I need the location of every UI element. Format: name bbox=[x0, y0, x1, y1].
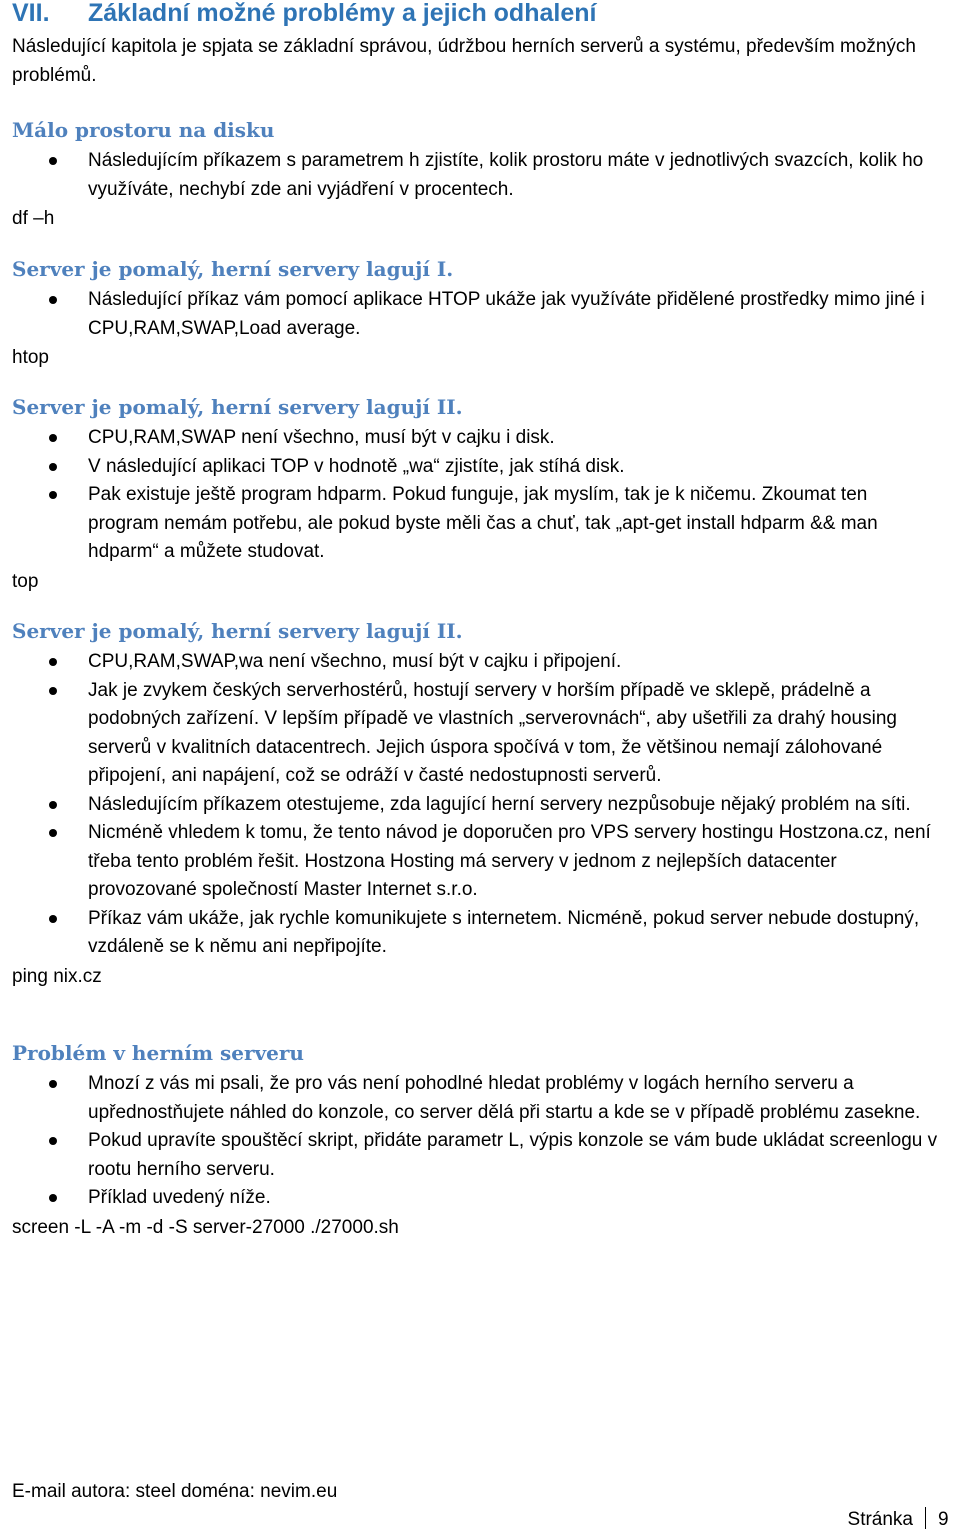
chapter-intro: Následující kapitola je spjata se základní správou, údržbou herních serverů a systému, především možných problémů. bbox=[12, 36, 917, 86]
bullet-icon bbox=[49, 687, 57, 695]
list-item: V následující aplikaci TOP v hodnotě „wa“ zjistíte, jak stíhá disk. bbox=[0, 453, 960, 482]
list-item: Mnozí z vás mi psali, že pro vás není pohodlné hledat problémy v logách herního serveru a upřednostňujete náhled do konzole, co server dělá při startu a kde se v případě problému zasekne. bbox=[0, 1070, 960, 1127]
list-item: CPU,RAM,SWAP není všechno, musí být v cajku i disk. bbox=[0, 424, 960, 453]
bullet-list bbox=[0, 424, 960, 567]
page-separator bbox=[925, 1507, 926, 1529]
section-slow-server-2-network bbox=[0, 618, 960, 991]
bullet-icon bbox=[49, 658, 57, 666]
chapter-title-text: Základní možné problémy a jejich odhalení bbox=[88, 0, 597, 27]
bullet-icon bbox=[49, 801, 57, 809]
list-item: Následujícím příkazem s parametrem h zjistíte, kolik prostoru máte v jednotlivých svazcích, kolik ho využíváte, nechybí zde ani vyjádření v procentech. bbox=[0, 147, 960, 204]
section-heading: Problém v herním serveru bbox=[12, 1041, 304, 1065]
section-game-server-problem bbox=[0, 1040, 960, 1242]
command-text: screen -L -A -m -d -S server-27000 ./27000.sh bbox=[12, 1216, 399, 1238]
page-number: 9 bbox=[938, 1509, 949, 1530]
command-text: top bbox=[12, 570, 39, 592]
section-disk-space bbox=[0, 117, 960, 233]
section-heading: Server je pomalý, herní servery lagují II. bbox=[12, 395, 463, 419]
list-item: Nicméně vhledem k tomu, že tento návod je doporučen pro VPS servery hostingu Hostzona.cz, není třeba tento problém řešit. Hostzona Hosting má servery v jednom z nejlepších datacenter provozované společností Master Internet s.r.o. bbox=[0, 819, 960, 905]
list-item: Pokud upravíte spouštěcí skript, přidáte parametr L, výpis konzole se vám bude ukládat screenlogu v rootu herního serveru. bbox=[0, 1127, 960, 1184]
section-slow-server-2-disk bbox=[0, 394, 960, 596]
bullet-icon bbox=[49, 1194, 57, 1202]
list-item: Následujícím příkazem otestujeme, zda lagující herní servery nezpůsobuje nějaký problém na síti. bbox=[0, 791, 960, 820]
bullet-icon bbox=[49, 829, 57, 837]
section-slow-server-1 bbox=[0, 256, 960, 372]
footer-page-number bbox=[848, 1507, 960, 1533]
bullet-icon bbox=[49, 915, 57, 923]
bullet-icon bbox=[49, 491, 57, 499]
section-heading: Málo prostoru na disku bbox=[12, 118, 275, 142]
command-text: htop bbox=[12, 347, 49, 368]
list-item: Příklad uvedený níže. bbox=[0, 1184, 960, 1213]
bullet-icon bbox=[49, 434, 57, 442]
chapter-number: VII. bbox=[12, 0, 50, 27]
bullet-icon bbox=[49, 157, 57, 165]
bullet-icon bbox=[49, 296, 57, 304]
section-heading: Server je pomalý, herní servery lagují I. bbox=[12, 257, 454, 281]
bullet-list bbox=[0, 147, 960, 204]
list-item: Následující příkaz vám pomocí aplikace HTOP ukáže jak využíváte přidělené prostředky mimo jiné i CPU,RAM,SWAP,Load average. bbox=[0, 286, 960, 343]
list-item: Příkaz vám ukáže, jak rychle komunikujete s internetem. Nicméně, pokud server nebude dostupný, vzdáleně se k němu ani nepřipojíte. bbox=[0, 905, 960, 962]
command-text: df –h bbox=[12, 208, 55, 229]
section-heading: Server je pomalý, herní servery lagují II. bbox=[12, 619, 463, 643]
list-item: Jak je zvykem českých serverhostérů, hostují servery v horším případě ve sklepě, prádelně a podobných zařízení. V lepším případě ve vlastních „serverovnách“, aby ušetřili za drahý housing serverů v kvalitních datacentrech. Jejich úspora spočívá v tom, že většinou nemají zálohované připojení, ani napájení, což se odráží v časté nedostupnosti serverů. bbox=[0, 677, 960, 791]
page-label: Stránka bbox=[847, 1509, 913, 1530]
bullet-list bbox=[0, 286, 960, 343]
list-item: Pak existuje ještě program hdparm. Pokud funguje, jak myslím, tak je k ničemu. Zkoumat ten program nemám potřebu, ale pokud byste měli čas a chuť, tak „apt-get install hdparm && man hdparm“ a můžete studovat. bbox=[0, 481, 960, 567]
bullet-icon bbox=[49, 463, 57, 471]
footer-author-email: E-mail autora: steel doména: nevim.eu bbox=[12, 1481, 338, 1502]
bullet-icon bbox=[49, 1137, 57, 1145]
bullet-icon bbox=[49, 1080, 57, 1088]
list-item: CPU,RAM,SWAP,wa není všechno, musí být v cajku i připojení. bbox=[0, 648, 960, 677]
bullet-list bbox=[0, 648, 960, 962]
bullet-list bbox=[0, 1070, 960, 1213]
chapter-title bbox=[12, 0, 596, 28]
command-text: ping nix.cz bbox=[12, 965, 102, 987]
